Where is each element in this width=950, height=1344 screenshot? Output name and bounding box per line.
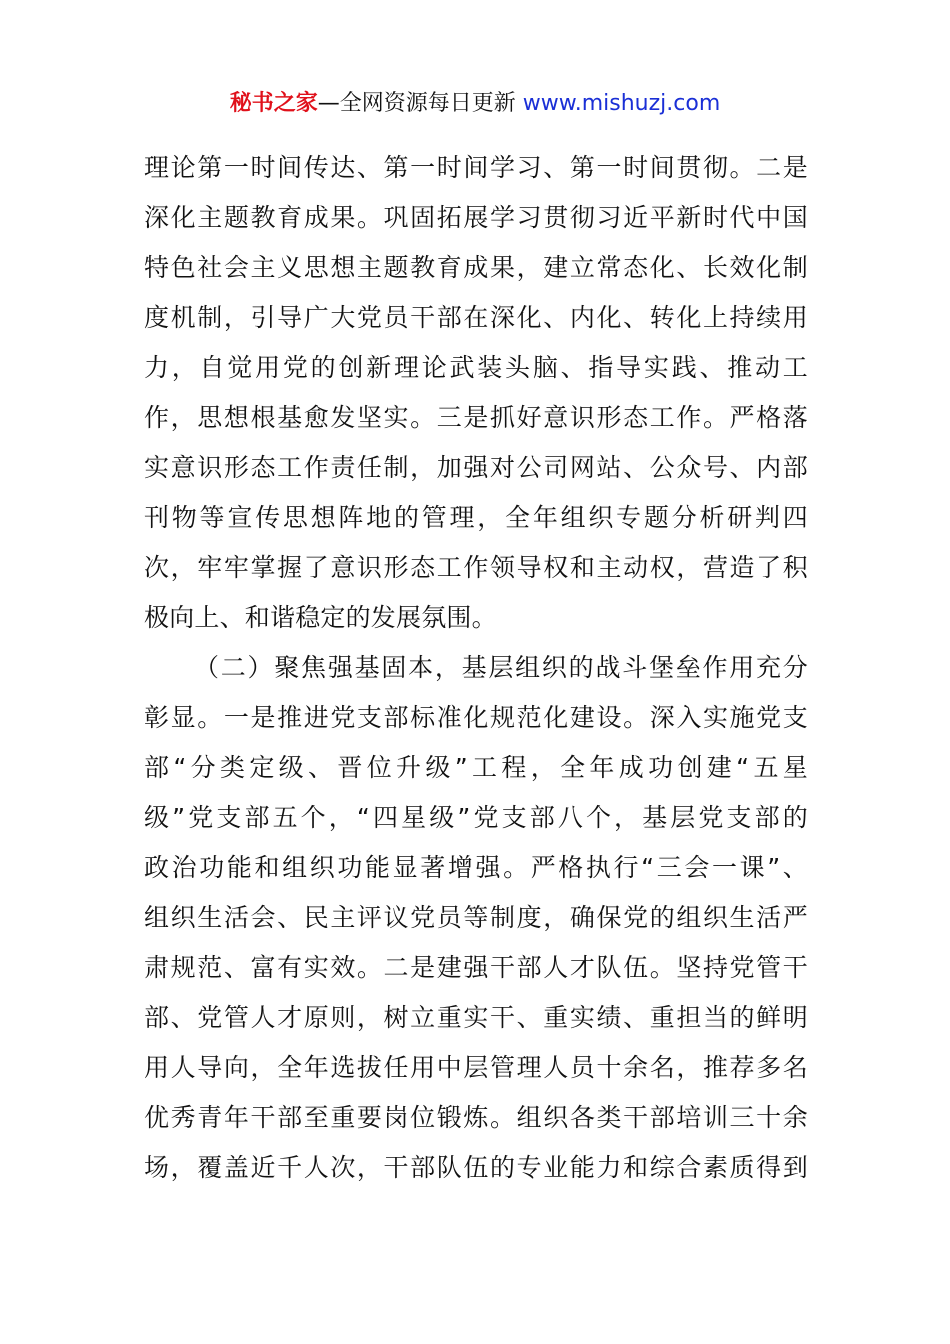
body-line: 级”党支部五个，“四星级”党支部八个，基层党支部的 (144, 803, 808, 832)
body-line: 组织生活会、民主评议党员等制度，确保党的组织生活严 (144, 903, 808, 932)
body-line: 场，覆盖近千人次，干部队伍的专业能力和综合素质得到 (144, 1153, 808, 1182)
document-body (144, 143, 808, 1193)
body-line: 优秀青年干部至重要岗位锻炼。组织各类干部培训三十余 (144, 1103, 808, 1132)
body-line: 作，思想根基愈发坚实。三是抓好意识形态工作。严格落 (144, 403, 808, 432)
body-line: 用人导向，全年选拔任用中层管理人员十余名，推荐多名 (144, 1053, 808, 1082)
section-heading-line: （二）聚焦强基固本，基层组织的战斗堡垒作用充分 (194, 653, 808, 682)
body-line: 次，牢牢掌握了意识形态工作领导权和主动权，营造了积 (144, 553, 808, 582)
body-line: 肃规范、富有实效。二是建强干部人才队伍。坚持党管干 (144, 953, 808, 982)
body-line: 度机制，引导广大党员干部在深化、内化、转化上持续用 (144, 303, 808, 332)
header-url-link[interactable]: www.mishuzj.com (522, 91, 721, 116)
header-brand: 秘书之家 (229, 91, 318, 116)
body-line: 极向上、和谐稳定的发展氛围。 (144, 603, 497, 632)
body-line: 政治功能和组织功能显著增强。严格执行“三会一课”、 (144, 853, 808, 882)
header-tagline: —全网资源每日更新 (317, 91, 516, 116)
body-line: 力，自觉用党的创新理论武装头脑、指导实践、推动工 (144, 353, 808, 382)
body-line: 特色社会主义思想主题教育成果，建立常态化、长效化制 (144, 253, 808, 282)
body-line: 深化主题教育成果。巩固拓展学习贯彻习近平新时代中国 (144, 203, 808, 232)
body-line: 部、党管人才原则，树立重实干、重实绩、重担当的鲜明 (144, 1003, 808, 1032)
body-line: 理论第一时间传达、第一时间学习、第一时间贯彻。二是 (144, 153, 808, 182)
body-line: 彰显。一是推进党支部标准化规范化建设。深入实施党支 (144, 703, 808, 732)
body-line: 部“分类定级、晋位升级”工程，全年成功创建“五星 (144, 753, 808, 782)
page-header (0, 88, 950, 120)
body-line: 实意识形态工作责任制，加强对公司网站、公众号、内部 (144, 453, 808, 482)
body-line: 刊物等宣传思想阵地的管理，全年组织专题分析研判四 (144, 503, 808, 532)
